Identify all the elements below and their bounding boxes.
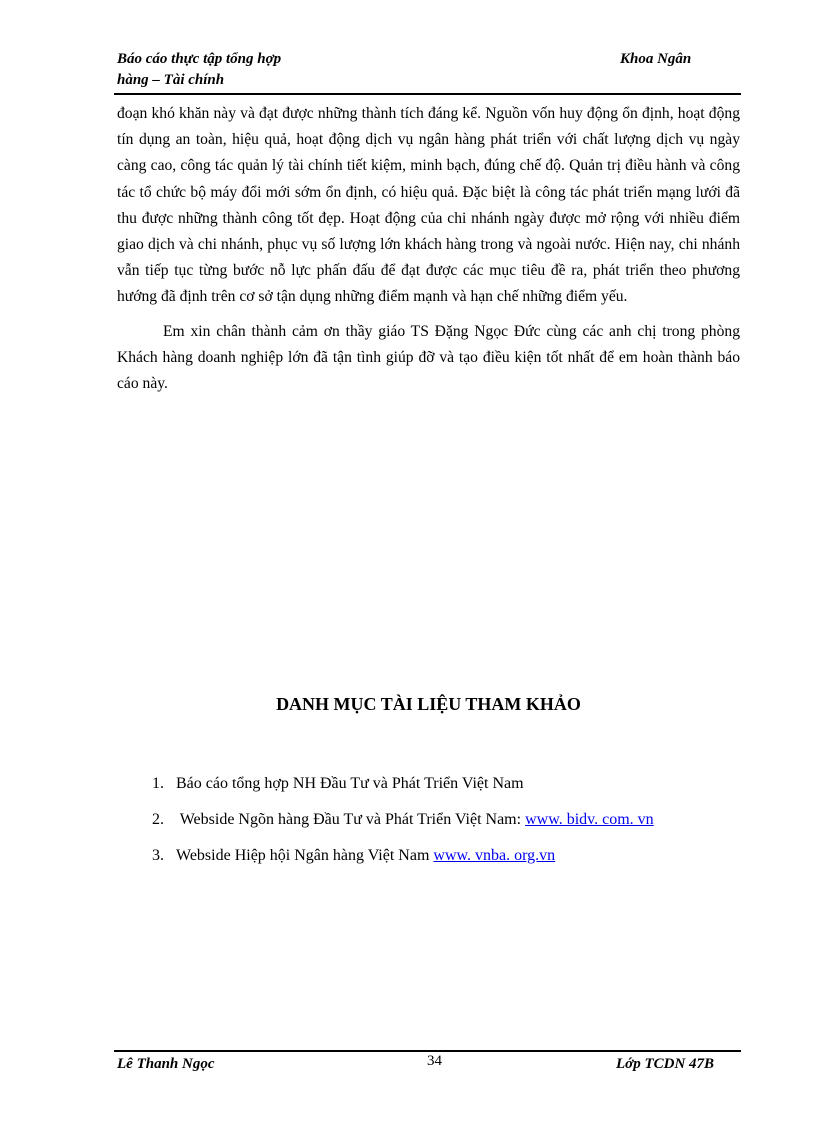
- reference-text: Webside Ngõn hàng Đầu Tư và Phát Triển Việt Nam:: [179, 811, 522, 828]
- references-heading: DANH MỤC TÀI LIỆU THAM KHẢO: [276, 694, 581, 714]
- footer-divider: [114, 1050, 741, 1052]
- references-list: [152, 773, 654, 881]
- reference-number: 2.: [152, 811, 164, 828]
- reference-item: [152, 845, 654, 881]
- reference-item: [152, 809, 654, 845]
- page-number: 34: [427, 1053, 442, 1069]
- body-paragraph-2: Em xin chân thành cảm ơn thầy giáo TS Đặng Ngọc Đức cùng các anh chị trong phòng Khách hàng doanh nghiệp lớn đã tận tình giúp đỡ và tạo điều kiện tốt nhất để em hoàn thành báo cáo này.: [117, 322, 740, 393]
- reference-link-vnba[interactable]: www. vnba. org.vn: [433, 847, 556, 864]
- reference-text: Báo cáo tổng hợp NH Đầu Tư và Phát Triển Việt Nam: [176, 775, 524, 792]
- reference-number: 1.: [152, 775, 164, 792]
- body-text: [117, 101, 740, 397]
- reference-number: 3.: [152, 847, 164, 864]
- header-divider: [114, 93, 741, 95]
- header-department: Khoa Ngân: [620, 51, 692, 67]
- header-title: [117, 49, 281, 91]
- footer-author: Lê Thanh Ngọc: [117, 1056, 215, 1072]
- footer-class: Lớp TCDN 47B: [616, 1056, 715, 1072]
- header-title-line2: hàng – Tài chính: [117, 72, 225, 88]
- reference-item: [152, 773, 654, 809]
- reference-text: Webside Hiệp hội Ngân hàng Việt Nam: [176, 847, 430, 864]
- body-paragraph-1: đoạn khó khăn này và đạt được những thành tích đáng kể. Nguồn vốn huy động ổn định, hoạt động tín dụng an toàn, hiệu quả, hoạt động dịch vụ ngân hàng phát triển với chất lượng dịch vụ ngày càng cao, công tác quản lý tài chính tiết kiệm, minh bạch, đúng chế độ. Quản trị điều hành và công tác tổ chức bộ máy đổi mới sớm ổn định, có hiệu quả. Đặc biệt là công tác phát triển mạng lưới đã thu được những thành công tốt đẹp. Hoạt động của chi nhánh ngày được mở rộng với nhiều điểm giao dịch và chi nhánh, phục vụ số lượng lớn khách hàng trong và ngoài nước. Hiện nay, chi nhánh vẫn tiếp tục từng bước nỗ lực phấn đấu để đạt được các mục tiêu đề ra, phát triển theo phương hướng đã định trên cơ sở tận dụng những điểm mạnh và hạn chế những điểm yếu.: [117, 105, 740, 306]
- header-title-line1: Báo cáo thực tập tổng hợp: [117, 51, 282, 67]
- reference-link-bidv[interactable]: www. bidv. com. vn: [525, 811, 654, 828]
